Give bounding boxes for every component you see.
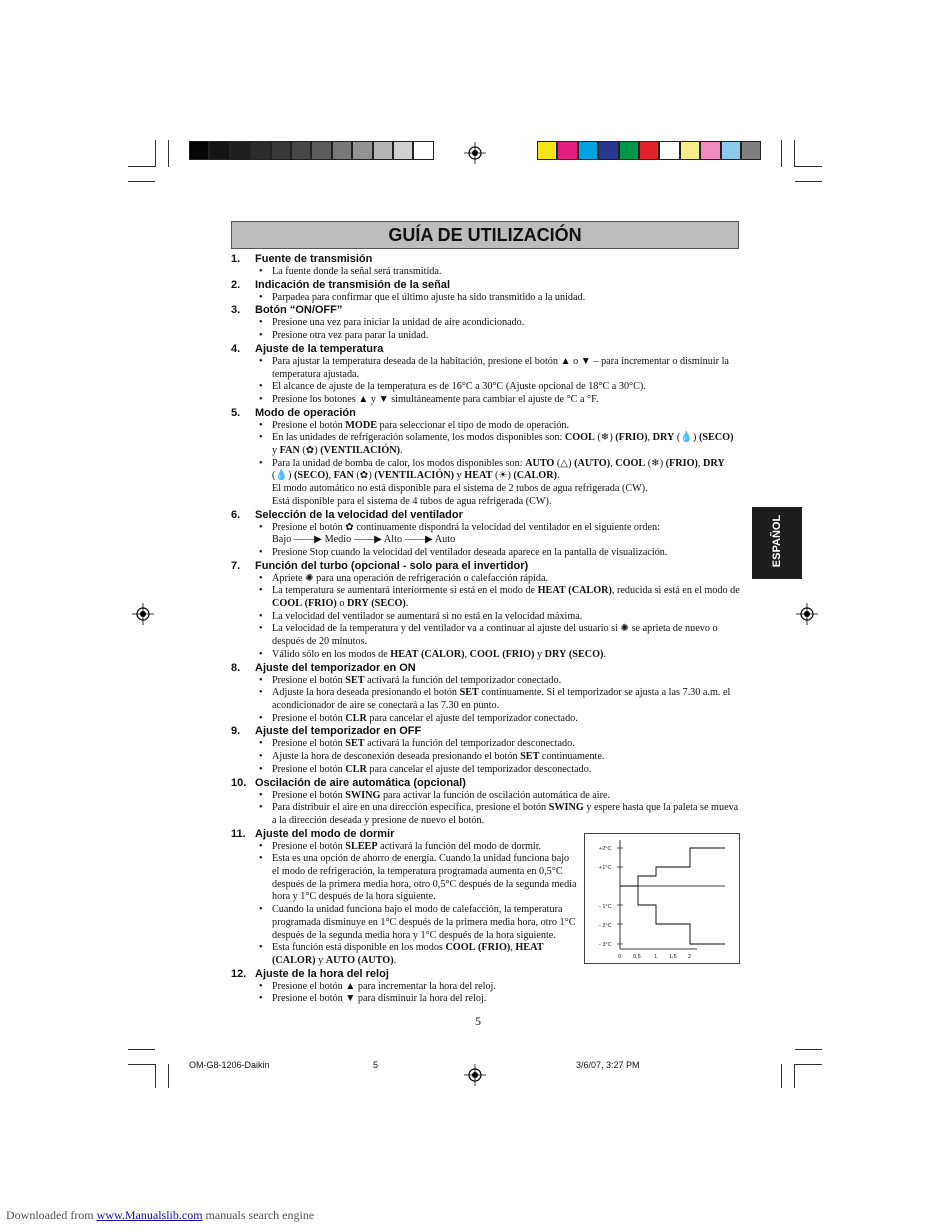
x-tick-label: 1 xyxy=(654,954,658,960)
crop-mark xyxy=(128,181,155,182)
section-list xyxy=(231,420,741,509)
list-item: • Válido sólo en los modos de HEAT (CALOR), COOL (FRIO) y DRY (SECO). xyxy=(257,649,741,662)
section-title: Función del turbo (opcional - solo para el invertidor) xyxy=(255,559,529,572)
section-heading xyxy=(231,279,741,292)
color-swatch xyxy=(332,141,352,160)
y-tick-label: - 3°C xyxy=(599,942,612,948)
color-swatch xyxy=(721,141,741,160)
section-number: 9. xyxy=(231,725,241,738)
color-swatch xyxy=(250,141,270,160)
list-item: • Presione otra vez para parar la unidad. xyxy=(257,330,741,343)
list-item: • La fuente donde la señal será transmitida. xyxy=(257,266,741,279)
section-heading xyxy=(231,725,741,738)
crop-mark xyxy=(128,1049,155,1050)
list-item: • La velocidad de la temperatura y del ventilador va a continuar al ajuste del usuario si ✺ se aprieta de nuevo o después de 20 minutos. xyxy=(257,623,741,648)
fan-speed-order xyxy=(257,534,741,547)
section-title: Ajuste de la hora del reloj xyxy=(255,967,389,980)
section-heading xyxy=(231,509,741,522)
crop-mark xyxy=(794,140,795,167)
list-item: • Presione el botón ▲ para incrementar la hora del reloj. xyxy=(257,981,741,994)
x-tick-label: 2 xyxy=(688,954,692,960)
list-item: • Para la unidad de bomba de calor, los modos disponibles son: AUTO (△) (AUTO), COOL (❄) (FRIO), DRY (💧) (SECO), FAN (✿) (VENTILACIÓN) y HEAT (☀) (CALOR). xyxy=(257,458,741,483)
section-heading xyxy=(231,343,741,356)
language-tab xyxy=(752,507,802,579)
section-list xyxy=(231,675,741,726)
color-swatch xyxy=(619,141,639,160)
arrow-right-icon: ——▶ xyxy=(402,534,435,546)
section-number: 2. xyxy=(231,278,241,291)
section-title: Indicación de transmisión de la señal xyxy=(255,278,451,291)
section-list xyxy=(231,317,741,342)
color-swatch xyxy=(352,141,372,160)
manualslib-link[interactable]: www.Manualslib.com xyxy=(96,1208,203,1222)
list-item: • Para distribuir el aire en una dirección específica, presione el botón SWING y espere hasta que la paleta se mueva a la dirección deseada y presione de nuevo el botón. xyxy=(257,802,741,827)
section-number: 11. xyxy=(231,827,246,840)
y-tick-label: - 1°C xyxy=(599,904,612,910)
x-tick-label: 0,5 xyxy=(633,954,641,960)
list-item: • Presione el botón MODE para seleccionar el tipo de modo de operación. xyxy=(257,420,741,433)
section-list xyxy=(231,790,741,828)
grayscale-bar xyxy=(189,141,434,160)
color-swatch xyxy=(373,141,393,160)
section-title: Ajuste de la temperatura xyxy=(255,342,384,355)
crop-mark xyxy=(781,1064,782,1088)
fan-speed-step: Alto xyxy=(383,534,403,546)
color-swatch xyxy=(578,141,598,160)
crop-mark xyxy=(155,140,156,167)
section-number: 4. xyxy=(231,342,241,355)
fan-speed-step: Bajo xyxy=(272,534,292,546)
y-tick-label: - 2°C xyxy=(599,923,612,929)
section-list xyxy=(231,573,741,662)
section-title: Selección de la velocidad del ventilador xyxy=(255,508,463,521)
list-item: • Presione el botón CLR para cancelar el ajuste del temporizador conectado. xyxy=(257,713,741,726)
list-item: • El alcance de ajuste de la temperatura es de 16°C a 30°C (Ajuste opcional de 18°C a 30°C). xyxy=(257,381,741,394)
list-item: • Presione el botón SET activará la función del temporizador conectado. xyxy=(257,675,741,688)
download-prefix: Downloaded from xyxy=(6,1208,97,1222)
list-item: El modo automático no está disponible para el sistema de 2 tubos de agua refrigerada (CW). xyxy=(272,483,648,495)
fan-speed-step: Auto xyxy=(434,534,456,546)
list-item: • Cuando la unidad funciona bajo el modo de calefacción, la temperatura programada disminuye en 1°C después de la primera media hora, otro 1°C después de la segunda media hora y 1°C después de la hora siguiente. xyxy=(257,904,577,942)
list-item: • Presione Stop cuando la velocidad del ventilador deseada aparece en la pantalla de visualización. xyxy=(257,547,741,560)
section-heading xyxy=(231,968,741,981)
fan-speed-step: Medio xyxy=(324,534,352,546)
section-heading xyxy=(231,304,741,317)
registration-mark-icon xyxy=(464,142,486,164)
download-suffix: manuals search engine xyxy=(202,1208,315,1222)
arrow-right-icon: ——▶ xyxy=(291,534,325,546)
section-number: 12. xyxy=(231,967,247,980)
list-item: • Presione los botones ▲ y ▼ simultáneamente para cambiar el ajuste de °C a °F. xyxy=(257,394,741,407)
section-heading xyxy=(231,662,741,675)
section-number: 8. xyxy=(231,661,241,674)
list-item: • Para ajustar la temperatura deseada de la habitación, presione el botón ▲ o ▼ – para incrementar o disminuir la temperatura ajustada. xyxy=(257,356,741,381)
footer-left: OM-G8-1206-Daikin xyxy=(189,1060,270,1070)
y-tick-label: +1°C xyxy=(599,865,612,871)
page-number: 5 xyxy=(475,1014,481,1028)
list-item: • Presione el botón ✿ continuamente dispondrá la velocidad del ventilador en el siguiente orden: xyxy=(257,522,741,535)
registration-mark-icon xyxy=(132,603,154,625)
section-number: 1. xyxy=(231,253,241,265)
footer-right: 3/6/07, 3:27 PM xyxy=(576,1060,640,1070)
list-item: • Presione el botón SWING para activar la función de oscilación automática de aire. xyxy=(257,790,741,803)
color-swatch xyxy=(557,141,577,160)
list-item: • Presione el botón ▼ para disminuir la hora del reloj. xyxy=(257,993,741,1006)
crop-mark xyxy=(168,1064,169,1088)
section-list xyxy=(231,356,741,407)
color-swatch xyxy=(413,141,433,160)
section-number: 10. xyxy=(231,776,247,789)
crop-mark xyxy=(128,1064,155,1065)
section-title: Ajuste del temporizador en ON xyxy=(255,661,416,674)
section-title: Ajuste del temporizador en OFF xyxy=(255,725,422,738)
section-list xyxy=(231,738,741,776)
list-item: • La temperatura se aumentará interiormente si está en el modo de HEAT (CALOR), reducida si está en el modo de COOL (FRIO) o DRY (SECO). xyxy=(257,585,741,610)
section-list xyxy=(231,292,741,305)
x-tick-label: 0 xyxy=(618,954,622,960)
list-item: • En las unidades de refrigeración solamente, los modos disponibles son: COOL (❄) (FRIO), DRY (💧) (SECO) y FAN (✿) (VENTILACIÓN). xyxy=(257,432,741,457)
section-title: Fuente de transmisión xyxy=(255,253,373,265)
crop-mark xyxy=(128,166,155,167)
arrow-right-icon: ——▶ xyxy=(351,534,384,546)
color-swatch xyxy=(659,141,679,160)
color-swatch xyxy=(230,141,250,160)
section-number: 7. xyxy=(231,559,241,572)
color-swatch xyxy=(393,141,413,160)
x-tick-label: 1,5 xyxy=(669,954,677,960)
crop-mark xyxy=(781,140,782,167)
color-swatch xyxy=(271,141,291,160)
list-item: • Ajuste la hora de desconexión deseada presionando el botón SET continuamente. xyxy=(257,751,741,764)
section-heading xyxy=(231,777,741,790)
section-number: 6. xyxy=(231,508,241,521)
color-swatch xyxy=(189,141,209,160)
color-bar xyxy=(537,141,761,160)
list-item: • Esta es una opción de ahorro de energía. Cuando la unidad funciona bajo el modo de refrigeración, la temperatura programada aumenta en 0,5°C después de la primera media hora, otro 0,5°C después de la segunda media hora y 1°C después de la hora siguiente. xyxy=(257,853,577,904)
sleep-mode-chart xyxy=(584,833,740,964)
crop-mark xyxy=(795,166,822,167)
color-swatch xyxy=(537,141,557,160)
section-heading xyxy=(231,560,741,573)
section-list xyxy=(231,841,577,968)
section-title: Ajuste del modo de dormir xyxy=(255,827,395,840)
color-swatch xyxy=(311,141,331,160)
footer-center: 5 xyxy=(373,1060,379,1070)
section-title: Modo de operación xyxy=(255,406,356,419)
section-list xyxy=(231,266,741,279)
section-heading xyxy=(231,407,741,420)
crop-mark xyxy=(155,1064,156,1088)
color-swatch xyxy=(680,141,700,160)
list-item: • Presione el botón SET activará la función del temporizador desconectado. xyxy=(257,738,741,751)
crop-mark xyxy=(794,1064,795,1088)
page-title: GUÍA DE UTILIZACIÓN xyxy=(231,221,739,249)
list-item: • Presione el botón SLEEP activará la función del modo de dormir. xyxy=(257,841,577,854)
color-swatch xyxy=(741,141,761,160)
registration-mark-icon xyxy=(464,1064,486,1086)
language-tab-label: ESPAÑOL xyxy=(771,514,783,568)
section-number: 5. xyxy=(231,406,241,419)
color-swatch xyxy=(639,141,659,160)
list-item: Está disponible para el sistema de 4 tubos de agua refrigerada (CW). xyxy=(272,495,552,507)
list-item: • Esta función está disponible en los modos COOL (FRIO), HEAT (CALOR) y AUTO (AUTO). xyxy=(257,942,577,967)
section-title: Botón “ON/OFF” xyxy=(255,304,343,317)
section-number: 3. xyxy=(231,304,241,317)
color-swatch xyxy=(598,141,618,160)
list-item: • Apriete ✺ para una operación de refrigeración o calefacción rápida. xyxy=(257,573,741,586)
crop-mark xyxy=(795,181,822,182)
list-item: • La velocidad del ventilador se aumentará si no está en la velocidad máxima. xyxy=(257,611,741,624)
crop-mark xyxy=(168,140,169,167)
list-item: • Presione el botón CLR para cancelar el ajuste del temporizador desconectado. xyxy=(257,764,741,777)
y-tick-label: +2°C xyxy=(599,846,612,852)
color-swatch xyxy=(700,141,720,160)
section-list xyxy=(231,522,741,560)
registration-mark-icon xyxy=(796,603,818,625)
crop-mark xyxy=(795,1064,822,1065)
list-item: • Parpadea para confirmar que el último ajuste ha sido transmitido a la unidad. xyxy=(257,292,741,305)
section-list xyxy=(231,981,741,1006)
download-note xyxy=(6,1208,314,1223)
list-item: • Adjuste la hora deseada presionando el botón SET continuamente. Si el temporizador se ajusta a las 7.30 a.m. el acondicionador de aire se conectará a las 7.30 en punto. xyxy=(257,687,741,712)
color-swatch xyxy=(209,141,229,160)
list-item: • Presione una vez para iniciar la unidad de aire acondicionado. xyxy=(257,317,741,330)
crop-mark xyxy=(795,1049,822,1050)
section-title: Oscilación de aire automática (opcional) xyxy=(255,776,466,789)
color-swatch xyxy=(291,141,311,160)
section-heading xyxy=(231,253,741,266)
